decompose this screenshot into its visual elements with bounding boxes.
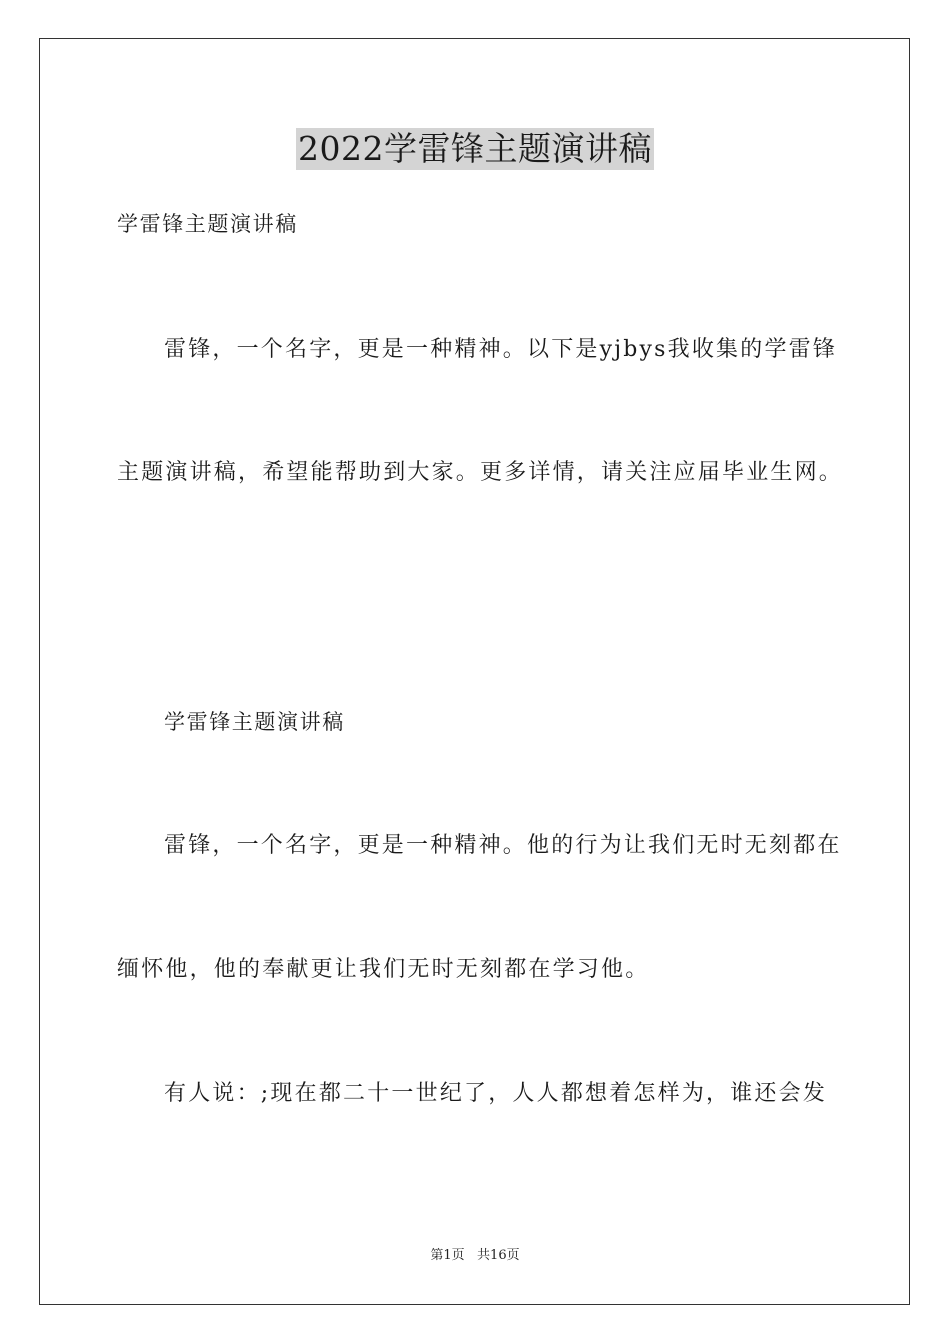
page-footer: 第1页 共16页 (430, 1248, 520, 1263)
paragraph-2-line-2: 缅怀他，他的奉献更让我们无时无刻都在学习他。 (117, 957, 650, 982)
paragraph-2-line-1: 雷锋，一个名字，更是一种精神。他的行为让我们无时无刻都在 (164, 833, 842, 858)
title-container (0, 128, 950, 170)
section-heading: 学雷锋主题演讲稿 (164, 710, 345, 734)
document-subtitle: 学雷锋主题演讲稿 (117, 212, 298, 236)
paragraph-1-line-1: 雷锋，一个名字，更是一种精神。以下是yjbys我收集的学雷锋 (164, 337, 838, 362)
paragraph-1-line-2: 主题演讲稿，希望能帮助到大家。更多详情，请关注应届毕业生网。 (117, 460, 844, 485)
paragraph-3-line-1: 有人说：;现在都二十一世纪了，人人都想着怎样为，谁还会发 (164, 1081, 828, 1106)
document-title: 2022学雷锋主题演讲稿 (298, 129, 652, 168)
